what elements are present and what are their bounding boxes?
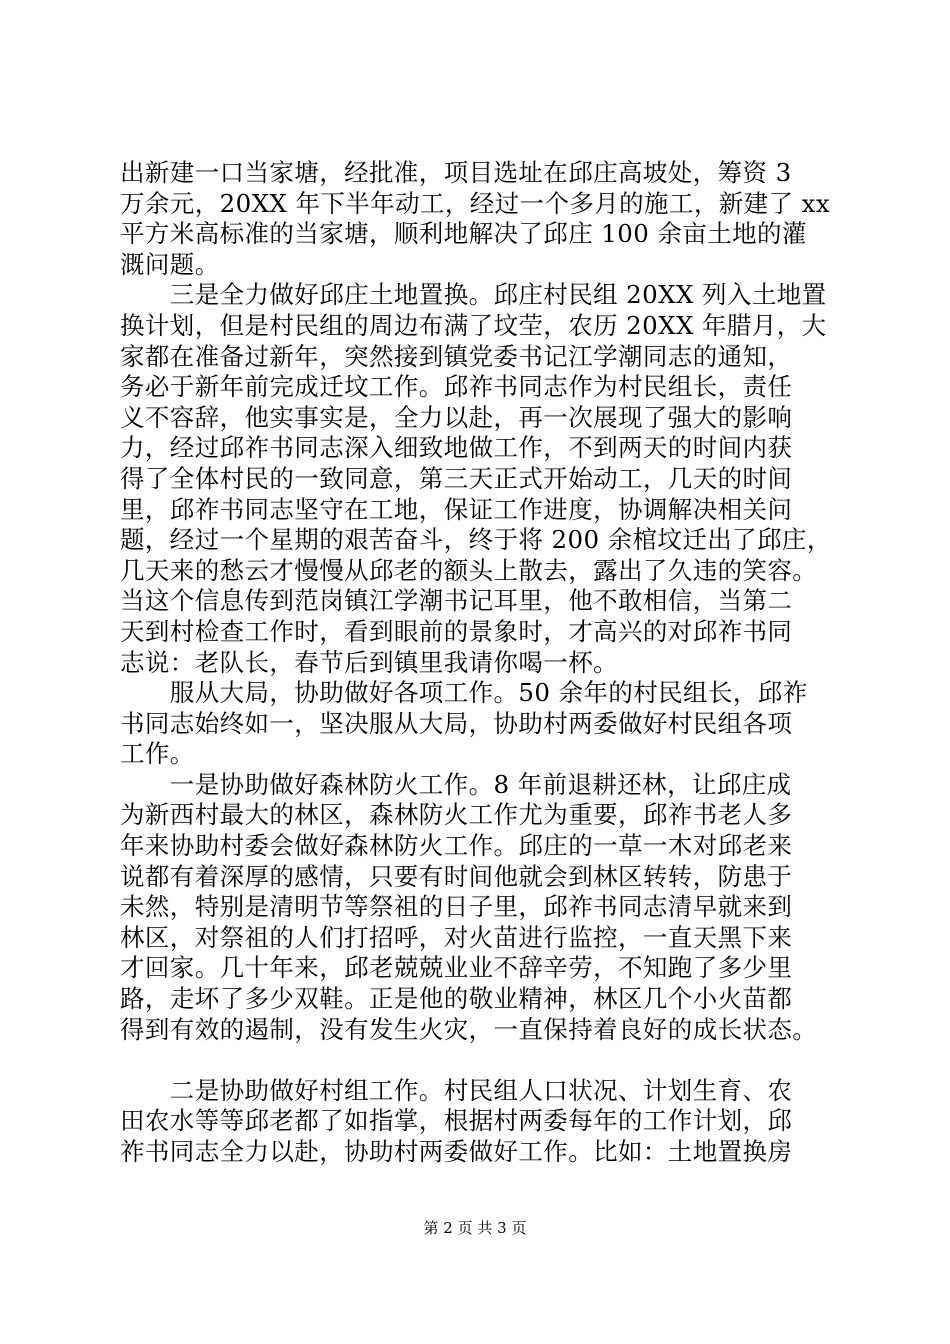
- text-line: 二是协助做好村组工作。村民组人口状况、计划生育、农: [120, 1075, 793, 1105]
- text-line: 家都在准备过新年，突然接到镇党委书记江学潮同志的通知，: [120, 341, 793, 371]
- text-line: 里，邱祚书同志坚守在工地，保证工作进度，协调解决相关问: [120, 494, 793, 524]
- text-line: 书同志始终如一，坚决服从大局，协助村两委做好村民组各项: [120, 708, 793, 738]
- text-line: 一是协助做好森林防火工作。8 年前退耕还林，让邱庄成: [120, 769, 792, 799]
- text-line: 田农水等等邱老都了如指掌，根据村两委每年的工作计划，邱: [120, 1106, 793, 1136]
- text-line: 路，走坏了多少双鞋。正是他的敬业精神，林区几个小火苗都: [120, 984, 793, 1014]
- body-text: [120, 158, 850, 1168]
- text-line: 三是全力做好邱庄土地置换。邱庄村民组 20XX 列入土地置: [120, 280, 827, 310]
- text-line: 林区，对祭祖的人们打招呼，对火苗进行监控，一直天黑下来: [120, 922, 793, 952]
- text-line: 溉问题。: [120, 249, 220, 279]
- text-line: 服从大局，协助做好各项工作。50 余年的村民组长，邱祚: [120, 678, 808, 708]
- text-line: 万余元，20XX 年下半年动工，经过一个多月的施工，新建了 xx: [120, 188, 831, 218]
- text-line: 为新西村最大的林区，森林防火工作尤为重要，邱祚书老人多: [120, 800, 793, 830]
- text-line: 义不容辞，他实事实是，全力以赴，再一次展现了强大的影响: [120, 402, 793, 432]
- paragraph-gap: [120, 1045, 850, 1076]
- text-line: 平方米高标准的当家塘，顺利地解决了邱庄 100 余亩土地的灌: [120, 219, 807, 249]
- text-line: 得了全体村民的一致同意，第三天正式开始动工，几天的时间: [120, 463, 793, 493]
- text-line: 务必于新年前完成迁坟工作。邱祚书同志作为村民组长，责任: [120, 372, 793, 402]
- text-line: 才回家。几十年来，邱老兢兢业业不辞辛劳，不知跑了多少里: [120, 953, 793, 983]
- text-line: 说都有着深厚的感情，只要有时间他就会到林区转转，防患于: [120, 861, 793, 891]
- text-line: 当这个信息传到范岗镇江学潮书记耳里，他不敢相信，当第二: [120, 586, 793, 616]
- page-number-label: 第 2 页 共 3 页: [423, 1219, 527, 1237]
- text-line: 得到有效的遏制，没有发生火灾，一直保持着良好的成长状态。: [120, 1014, 818, 1044]
- text-line: 年来协助村委会做好森林防火工作。邱庄的一草一木对邱老来: [120, 831, 793, 861]
- text-line: 力，经过邱祚书同志深入细致地做工作，不到两天的时间内获: [120, 433, 793, 463]
- text-line: 天到村检查工作时，看到眼前的景象时，才高兴的对邱祚书同: [120, 616, 793, 646]
- text-line: 题，经过一个星期的艰苦奋斗，终于将 200 余棺坟迁出了邱庄，: [120, 525, 832, 555]
- text-line: 几天来的愁云才慢慢从邱老的额头上散去，露出了久违的笑容。: [120, 555, 818, 585]
- text-line: 换计划，但是村民组的周边布满了坟茔，农历 20XX 年腊月，大: [120, 310, 827, 340]
- page-footer: [0, 1217, 950, 1238]
- text-line: 祚书同志全力以赴，协助村两委做好工作。比如：土地置换房: [120, 1137, 793, 1166]
- text-line: 未然，特别是清明节等祭祖的日子里，邱祚书同志清早就来到: [120, 892, 793, 922]
- text-line: 工作。: [120, 739, 195, 769]
- text-line: 出新建一口当家塘，经批准，项目选址在邱庄高坡处，筹资 3: [120, 158, 792, 187]
- text-line: 志说：老队长，春节后到镇里我请你喝一杯。: [120, 647, 618, 677]
